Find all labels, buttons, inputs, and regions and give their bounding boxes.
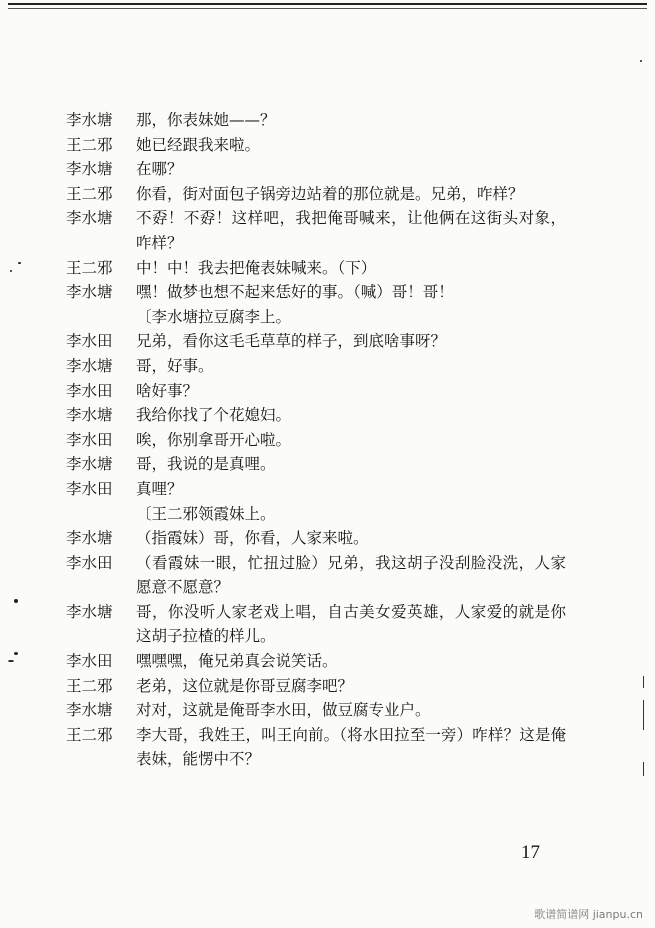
dialogue-text: 真哩？: [136, 479, 183, 498]
speaker-name: 李水塘: [66, 283, 113, 302]
dialogue-text: 我给你找了个花媳妇。: [136, 406, 292, 425]
dialogue-line: [66, 280, 566, 305]
speaker-name: 李水田: [66, 381, 113, 400]
speaker-name: 李水塘: [66, 529, 113, 548]
dialogue-line: [66, 452, 566, 477]
speaker-name: 王二邪: [66, 725, 113, 744]
stage-direction-line: [66, 305, 566, 330]
dialogue-line: [66, 329, 566, 354]
speaker-name: 李水塘: [66, 455, 113, 474]
dialogue-line: [66, 649, 566, 674]
speaker-name: 李水塘: [66, 209, 113, 228]
speaker-name: 王二邪: [66, 184, 113, 203]
dialogue-text: 唉，你别拿哥开心啦。: [136, 430, 292, 449]
top-border-rule: [8, 3, 647, 5]
dialogue-line: [66, 403, 566, 428]
dialogue-text: （指霞妹）哥，你看，人家来啦。: [136, 529, 369, 548]
dialogue-text: 啥好事？: [136, 381, 199, 400]
stage-direction: 〔王二邪领霞妹上。: [136, 504, 276, 523]
stage-direction-line: [66, 502, 566, 527]
page-number: 17: [521, 842, 540, 863]
dialogue-text: 哥，我说的是真哩。: [136, 455, 276, 474]
stage-direction: 〔李水塘拉豆腐李上。: [136, 307, 292, 326]
speaker-name: 李水塘: [66, 406, 113, 425]
margin-speck: [14, 599, 18, 603]
speaker-name: 王二邪: [66, 676, 113, 695]
margin-speck: [18, 262, 21, 264]
dialogue-line: [66, 182, 566, 207]
margin-rule: [643, 700, 644, 730]
dialogue-line: [66, 674, 566, 699]
speaker-name: 李水田: [66, 430, 113, 449]
speaker-name: 李水田: [66, 479, 113, 498]
dialogue-line: [66, 133, 566, 158]
speaker-name: 李水田: [66, 652, 113, 671]
dialogue-line: [66, 551, 566, 600]
top-border-rule-thin: [8, 8, 647, 9]
dialogue-text: 哥，你没听人家老戏上唱，自古美女爱英雄，人家爱的就是你这胡子拉楂的样儿。: [136, 602, 566, 646]
watermark: 歌谱简谱网 jianpu.cn: [534, 908, 643, 921]
dialogue-text: 嘿嘿嘿，俺兄弟真会说笑话。: [136, 652, 338, 671]
dialogue-text: 老弟，这位就是你哥豆腐李吧？: [136, 676, 354, 695]
speaker-name: 李水塘: [66, 602, 113, 621]
speaker-name: 李水塘: [66, 356, 113, 375]
dialogue-line: [66, 698, 566, 723]
speaker-name: 王二邪: [66, 135, 113, 154]
dialogue-text: 对对，这就是俺哥李水田，做豆腐专业户。: [136, 701, 431, 720]
speaker-name: 李水塘: [66, 160, 113, 179]
speaker-name: 李水塘: [66, 701, 113, 720]
dialogue-line: [66, 108, 566, 133]
margin-speck: [640, 60, 642, 62]
speaker-name: 李水田: [66, 332, 113, 351]
margin-speck: [10, 270, 12, 272]
dialogue-text: 中！中！我去把俺表妹喊来。（下）: [136, 258, 377, 277]
dialogue-line: [66, 379, 566, 404]
speaker-name: 王二邪: [66, 258, 113, 277]
margin-speck: [8, 660, 14, 662]
dialogue-line: [66, 723, 566, 772]
dialogue-text: 嘿！做梦也想不起来恁好的事。（喊）哥！哥！: [136, 283, 454, 302]
dialogue-line: [66, 206, 566, 255]
dialogue-text: （看霞妹一眼，忙扭过脸）兄弟，我这胡子没刮脸没洗，人家愿意不愿意？: [136, 553, 566, 597]
dialogue-line: [66, 428, 566, 453]
dialogue-line: [66, 526, 566, 551]
dialogue-line: [66, 354, 566, 379]
dialogue-text: 在哪？: [136, 160, 183, 179]
dialogue-line: [66, 477, 566, 502]
dialogue-text: 兄弟，看你这毛毛草草的样子，到底啥事呀？: [136, 332, 447, 351]
dialogue-text: 不孬！不孬！这样吧，我把俺哥喊来，让他俩在这街头对象，咋样？: [136, 209, 566, 252]
dialogue-line: [66, 256, 566, 281]
speaker-name: 李水塘: [66, 111, 113, 129]
speaker-name: 李水田: [66, 553, 113, 572]
dialogue-text: 哥，好事。: [136, 356, 214, 375]
margin-rule: [643, 762, 644, 776]
margin-speck: [14, 652, 18, 655]
script-dialogue: [66, 108, 566, 772]
margin-rule: [643, 676, 644, 688]
dialogue-text: 她已经跟我来啦。: [136, 135, 261, 154]
dialogue-text: 你看，街对面包子锅旁边站着的那位就是。兄弟，咋样？: [136, 184, 524, 203]
dialogue-line: [66, 600, 566, 649]
dialogue-line: [66, 157, 566, 182]
dialogue-text: 李大哥，我姓王，叫王向前。（将水田拉至一旁）咋样？这是俺表妹，能愣中不？: [136, 725, 566, 769]
dialogue-text: 那，你表妹她——？: [136, 111, 276, 129]
